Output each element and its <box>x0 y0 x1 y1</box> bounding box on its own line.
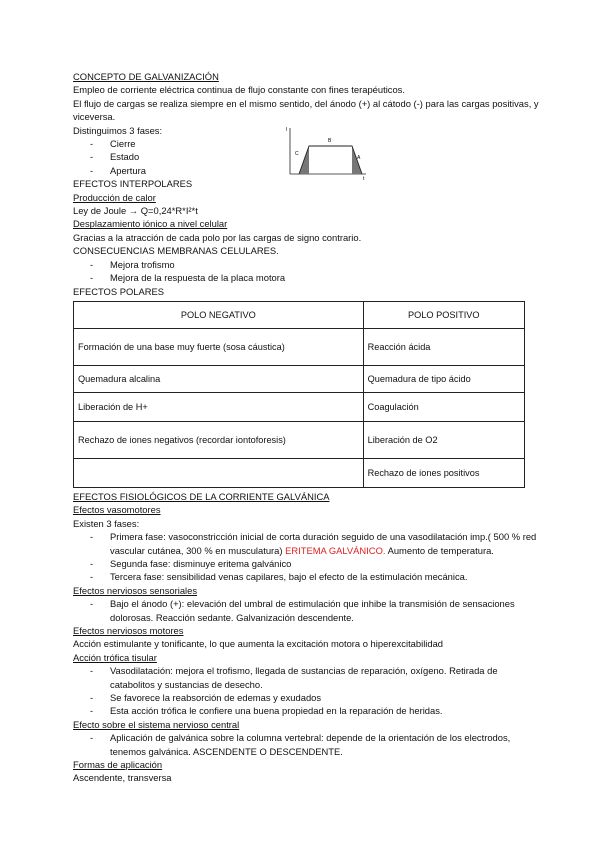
graph-right-label: A <box>357 155 361 161</box>
table-header: POLO POSITIVO <box>363 301 524 328</box>
table-cell: Quemadura de tipo ácido <box>363 365 524 392</box>
subsection-title: Efectos vasomotores <box>73 504 161 516</box>
subsection-title: Acción trófica tisular <box>73 651 157 663</box>
table-cell: Coagulación <box>363 392 524 421</box>
table-cell: Rechazo de iones positivos <box>363 458 524 487</box>
list-item: - Bajo el ánodo (+): elevación del umbral de estimulación que inhibe la transmisión de sensaciones dolorosas. Reacción sedante. Galvanización descendente. <box>73 597 543 624</box>
table-row <box>74 392 525 421</box>
subsection-title: Efectos nerviosos motores <box>73 624 184 636</box>
paragraph: CONSECUENCIAS MEMBRANAS CELULARES. <box>73 245 279 257</box>
paragraph: Acción estimulante y tonificante, lo que aumenta la excitación motora o hiperexcitabilidad <box>73 638 444 650</box>
graph-left-label: C <box>295 151 299 157</box>
table-row <box>74 458 525 487</box>
page-title: CONCEPTO DE GALVANIZACIÓN <box>73 71 219 82</box>
paragraph: Ascendente, transversa <box>73 772 172 784</box>
table-row <box>74 421 525 458</box>
table-cell: Liberación de H+ <box>74 392 364 421</box>
item-text: Primera fase: vasoconstricción inicial de corta duración seguido de una vasodilatación imp.( 500 % red vascular cutánea, 300 % en musculatura) <box>110 531 537 556</box>
subsection-title: Desplazamiento iónico a nivel celular <box>73 218 228 230</box>
list-item: - Estado <box>73 150 543 163</box>
highlight-text: ERITEMA GALVÁNICO. <box>285 544 386 556</box>
list-item: - Apertura <box>73 164 543 177</box>
subsection-title: Producción de calor <box>73 191 156 203</box>
table-cell: Liberación de O2 <box>363 421 524 458</box>
table-row <box>74 365 525 392</box>
graph-top-label: B <box>328 138 332 144</box>
table-cell: Rechazo de iones negativos (recordar iontoforesis) <box>74 421 364 458</box>
list-item: - Cierre <box>73 137 543 150</box>
document-page <box>73 70 543 785</box>
list-item: - Segunda fase: disminuye eritema galvánico <box>73 557 543 570</box>
table-row <box>74 328 525 365</box>
list-item: - Mejora de la respuesta de la placa motora <box>73 271 543 284</box>
list-item: - Tercera fase: sensibilidad venas capilares, bajo el efecto de la estimulación mecánica. <box>73 570 543 583</box>
table-cell: Reacción ácida <box>363 328 524 365</box>
subsection-title: Efecto sobre el sistema nervioso central <box>73 718 240 730</box>
paragraph: Ley de Joule → Q=0,24*R*I²*t <box>73 205 198 217</box>
paragraph: Existen 3 fases: <box>73 517 140 529</box>
graph-y-label: I <box>286 127 288 133</box>
subsection-title: Efectos nerviosos sensoriales <box>73 584 198 596</box>
table-cell: Quemadura alcalina <box>74 365 364 392</box>
polar-effects-table <box>73 301 525 488</box>
intro-line: El flujo de cargas se realiza siempre en el mismo sentido, del ánodo (+) al cátodo (-) para las cargas positivas, y viceversa. <box>73 97 539 123</box>
section-heading: EFECTOS FISIOLÓGICOS DE LA CORRIENTE GALVÁNICA <box>73 490 330 502</box>
list-item <box>73 530 543 557</box>
list-item: - Mejora trofismo <box>73 258 543 271</box>
section-heading: EFECTOS POLARES <box>73 285 164 297</box>
paragraph: Gracias a la atracción de cada polo por las cargas de signo contrario. <box>73 231 362 243</box>
table-cell: Formación de una base muy fuerte (sosa cáustica) <box>74 328 364 365</box>
list-item: - Aplicación de galvánica sobre la columna vertebral: depende de la orientación de los electrodos, tenemos galvánica. ASCENDENTE O DESCENDENTE. <box>73 731 543 758</box>
section-heading: EFECTOS INTERPOLARES <box>73 178 193 190</box>
list-item: - Vasodilatación: mejora el trofismo, llegada de sustancias de reparación, oxígeno. Retirada de catabolitos y sustancias de desecho. <box>73 664 543 691</box>
table-cell <box>74 458 364 487</box>
item-text: Aumento de temperatura. <box>387 544 494 556</box>
graph-x-label: t <box>363 176 365 182</box>
list-item: - Se favorece la reabsorción de edemas y exudados <box>73 691 543 704</box>
intro-line: Distinguimos 3 fases: <box>73 124 163 136</box>
list-item: - Esta acción trófica le confiere una buena propiedad en la reparación de heridas. <box>73 704 543 717</box>
table-header: POLO NEGATIVO <box>74 301 364 328</box>
subsection-title: Formas de aplicación <box>73 759 163 771</box>
intro-line: Empleo de corriente eléctrica continua de flujo constante con fines terapéuticos. <box>73 84 405 96</box>
